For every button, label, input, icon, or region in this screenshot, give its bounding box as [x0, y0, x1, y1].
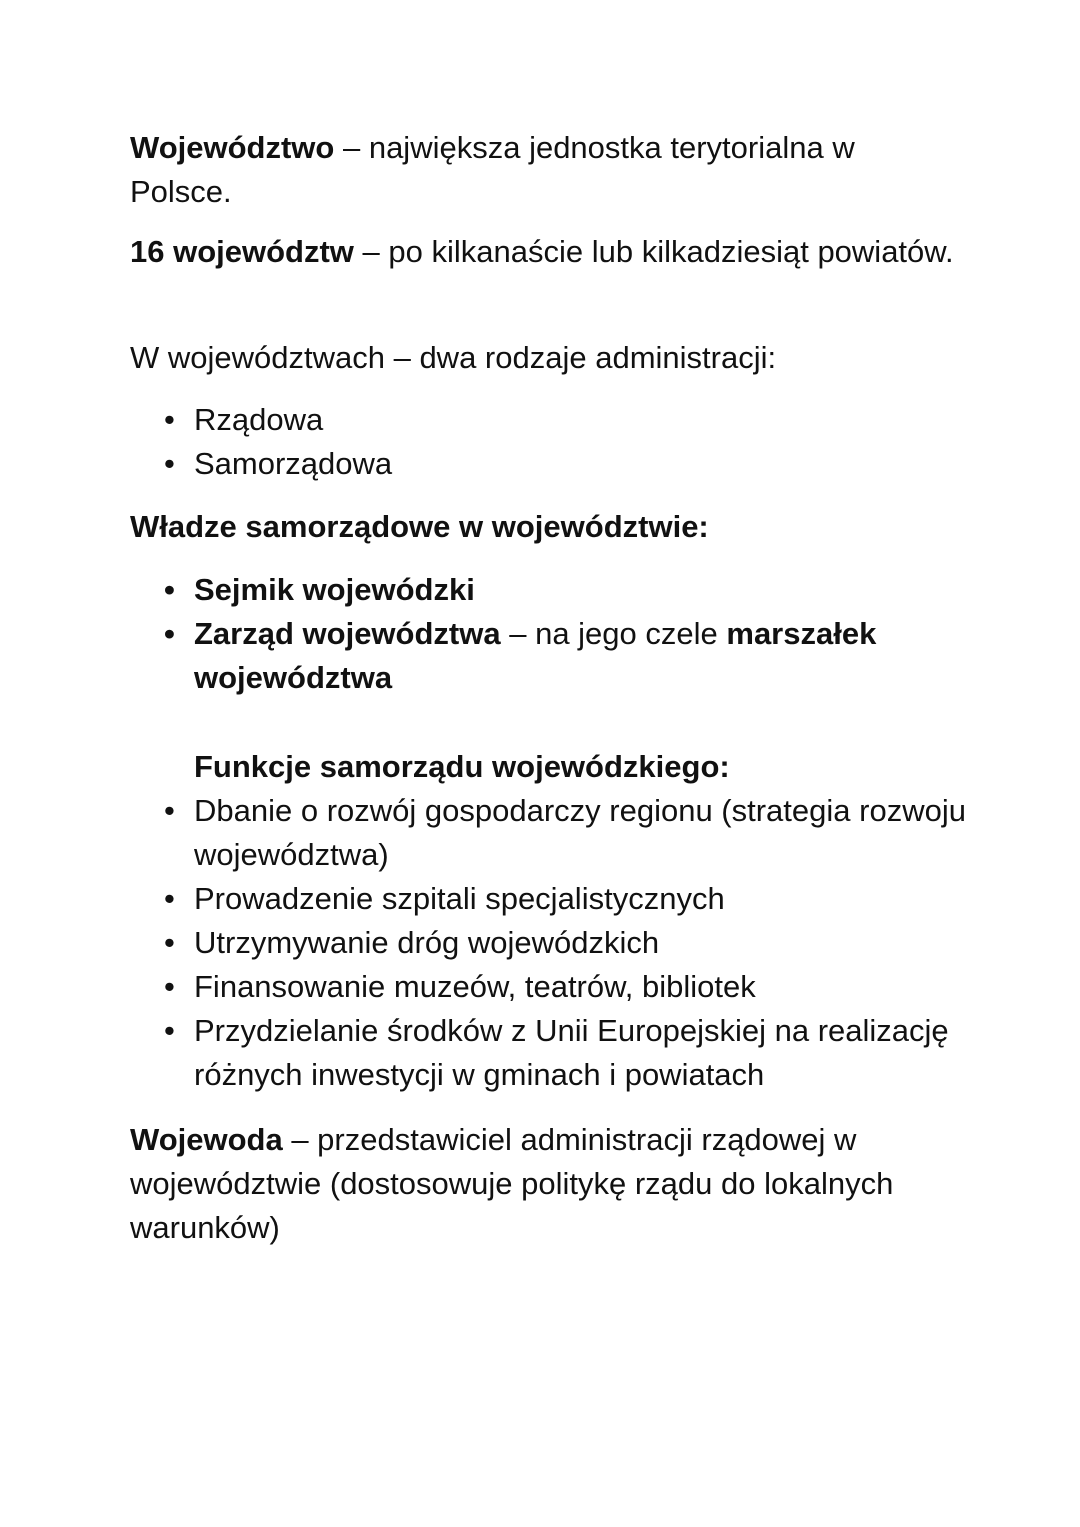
list-item: • Prowadzenie szpitali specjalistycznych — [130, 877, 980, 921]
wladze-list — [130, 568, 980, 700]
list-item: • Finansowanie muzeów, teatrów, bibliotek — [130, 965, 980, 1009]
paragraph-administracja: W województwach – dwa rodzaje administracji: — [130, 340, 777, 375]
list-item: • Dbanie o rozwój gospodarczy regionu (strategia rozwoju województwa) — [130, 789, 980, 877]
list-item: • Rządowa — [130, 398, 980, 442]
term: Zarząd województwa — [194, 616, 501, 651]
definition: – przedstawiciel administracji rządowej w województwie (dostosowuje politykę rządu do lokalnych warunków) — [130, 1122, 894, 1245]
definition: – największa jednostka terytorialna w Polsce. — [130, 130, 855, 209]
text: – na jego czele — [500, 616, 727, 651]
list-item — [130, 612, 980, 700]
paragraph-wojewodztwo — [130, 126, 960, 214]
definition: – po kilkanaście lub kilkadziesiąt powiatów. — [353, 234, 954, 269]
admin-list — [130, 398, 980, 486]
list-item: • Utrzymywanie dróg wojewódzkich — [130, 921, 980, 965]
paragraph-wojewoda — [130, 1118, 960, 1250]
paragraph-16 — [130, 230, 960, 274]
funkcje-list — [130, 745, 980, 1097]
term: Wojewoda — [130, 1122, 283, 1157]
term: Województwo — [130, 130, 335, 165]
heading-funkcje: Funkcje samorządu wojewódzkiego: — [194, 749, 730, 784]
list-item: • Sejmik wojewódzki — [130, 568, 980, 612]
heading-wladze: Władze samorządowe w województwie: — [130, 509, 709, 544]
list-item: • Samorządowa — [130, 442, 980, 486]
term: 16 województw — [130, 234, 354, 269]
list-item: • Przydzielanie środków z Unii Europejskiej na realizację różnych inwestycji w gminach i powiatach — [130, 1009, 980, 1097]
term: marszałek województwa — [194, 616, 877, 695]
